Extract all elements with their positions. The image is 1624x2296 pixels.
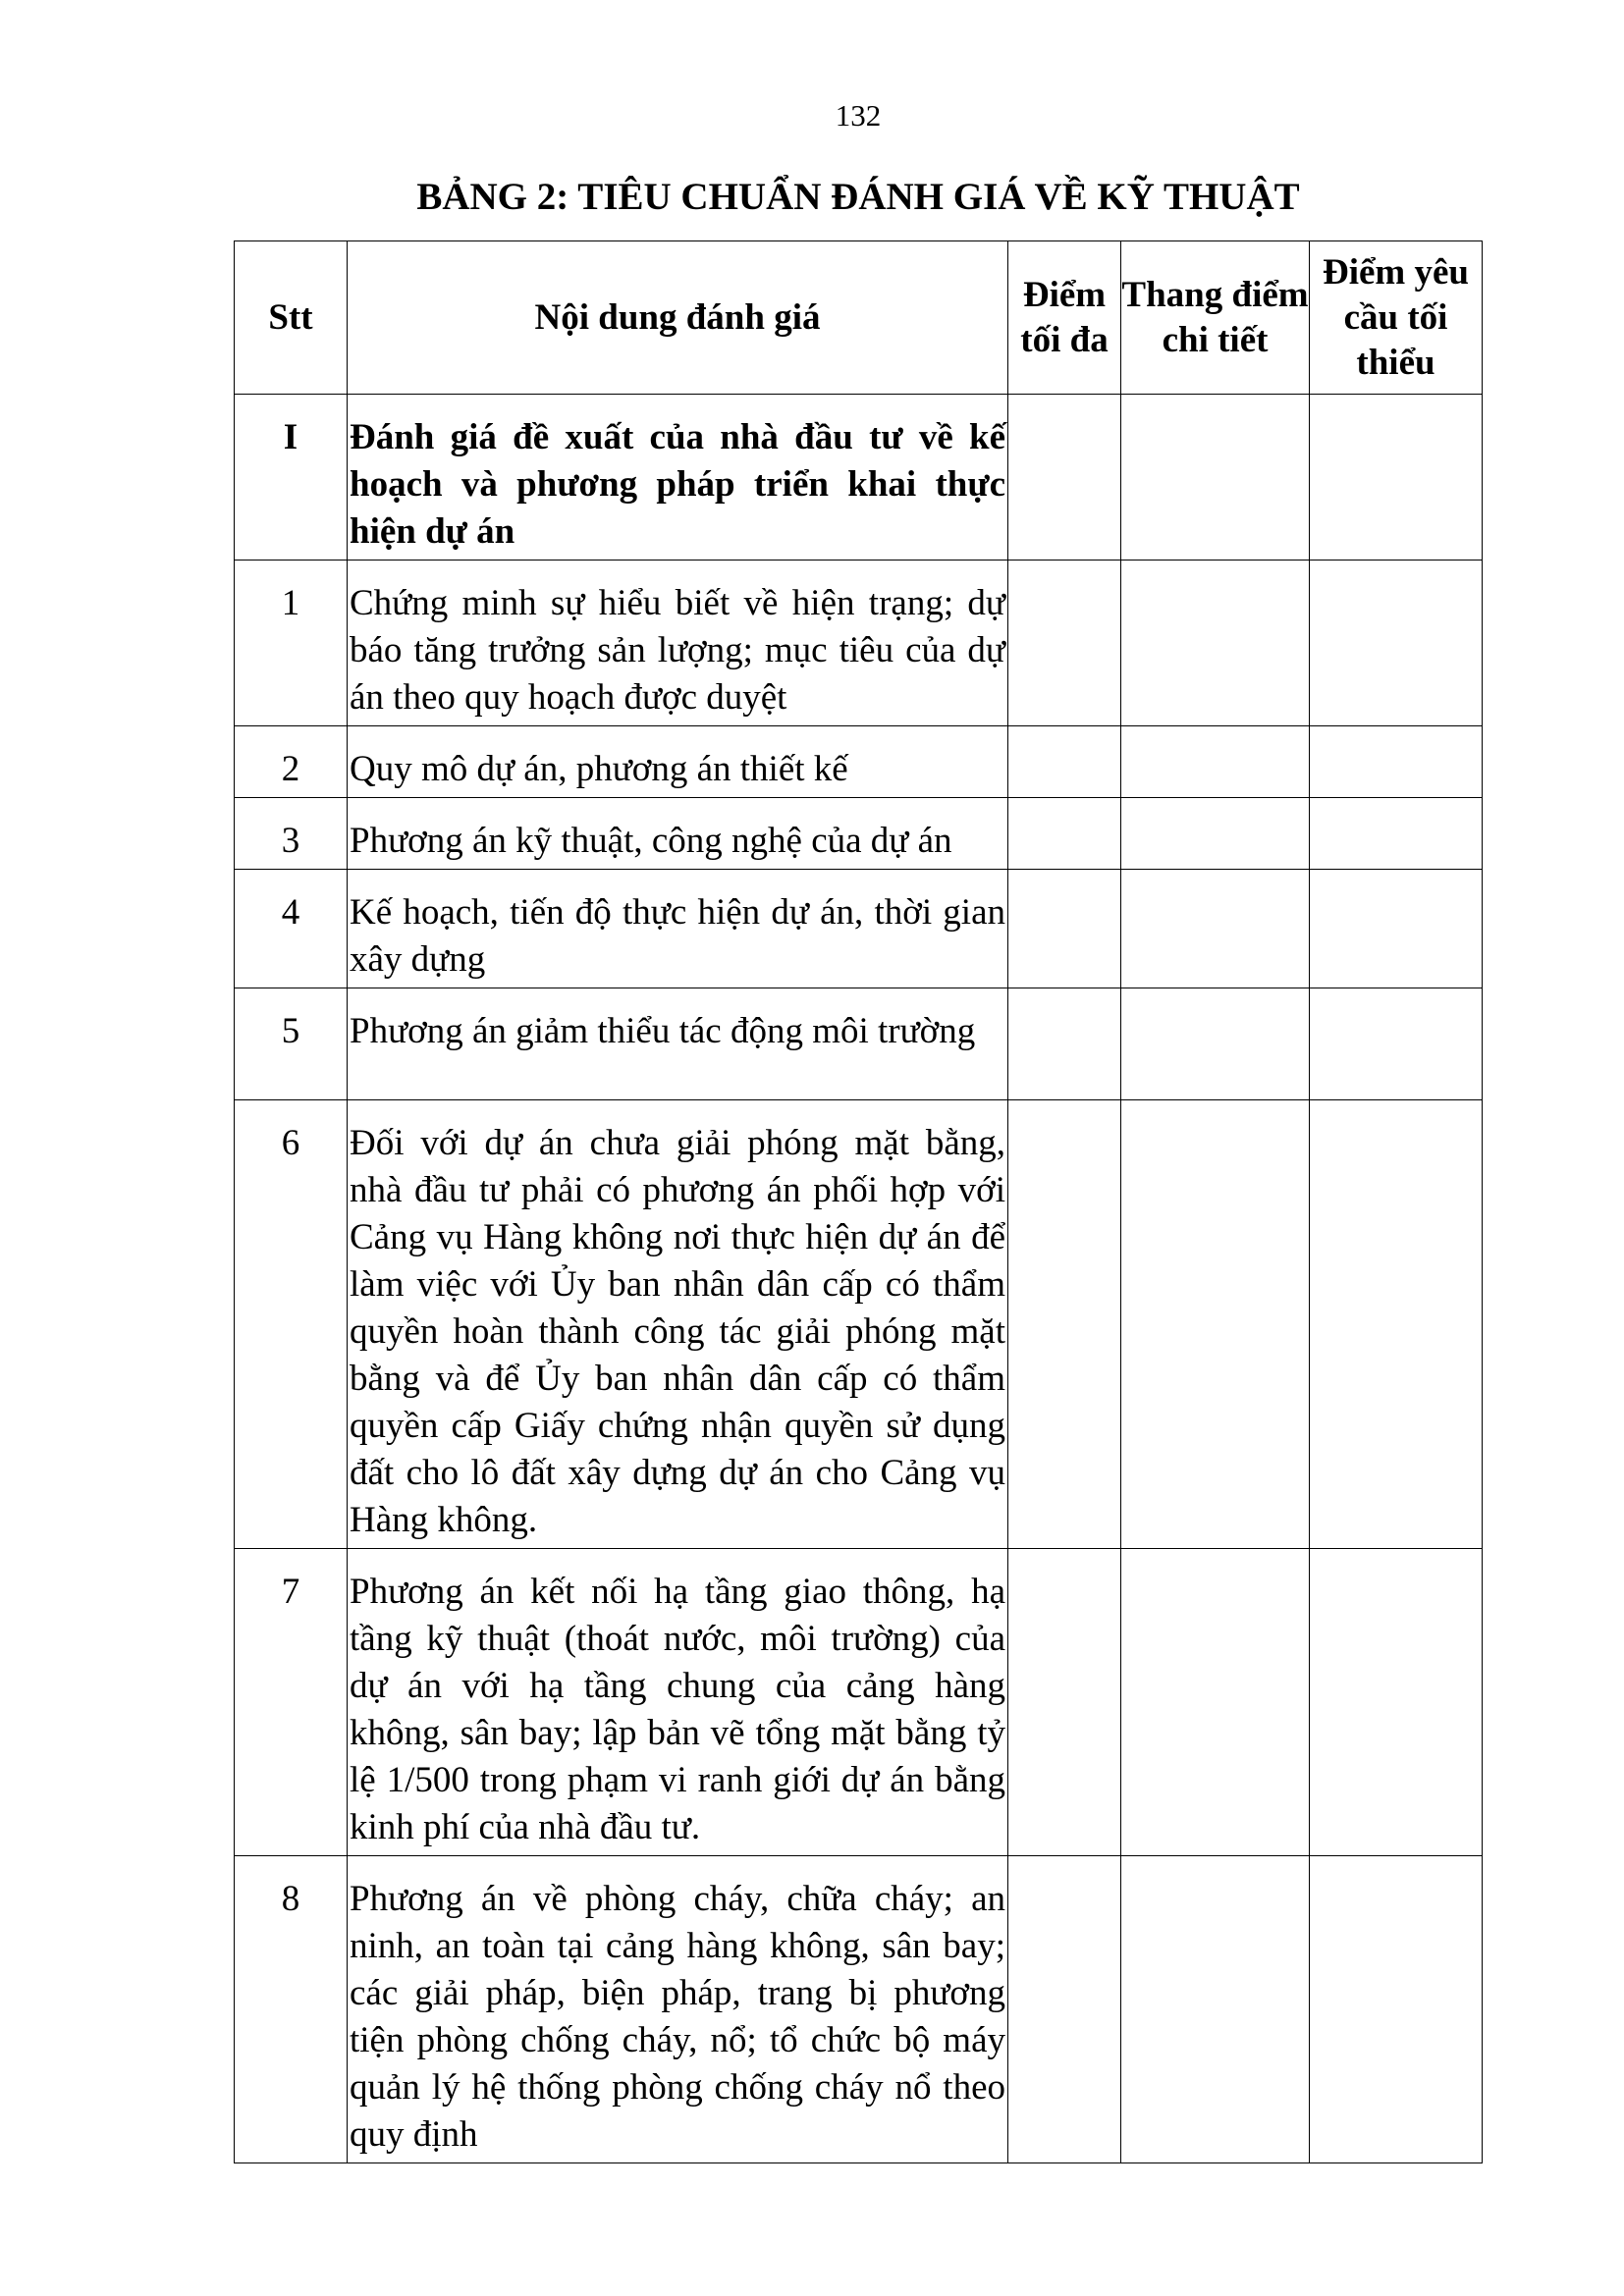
row-min-score [1310, 1100, 1483, 1549]
row-content: Chứng minh sự hiểu biết về hiện trạng; dự báo tăng trưởng sản lượng; mục tiêu của dự án theo quy hoạch được duyệt [348, 561, 1008, 726]
row-stt: 2 [235, 726, 348, 798]
table-row [235, 1100, 1483, 1549]
row-detail-score [1121, 395, 1310, 561]
page-number: 132 [835, 98, 882, 133]
row-content: Quy mô dự án, phương án thiết kế [348, 726, 1008, 798]
technical-criteria-table [234, 240, 1483, 2163]
row-max-score [1008, 561, 1121, 726]
row-content: Phương án kỹ thuật, công nghệ của dự án [348, 798, 1008, 870]
row-detail-score [1121, 561, 1310, 726]
header-detail-score: Thang điểm chi tiết [1121, 241, 1310, 395]
table-row [235, 798, 1483, 870]
header-min-score: Điểm yêu cầu tối thiểu [1310, 241, 1483, 395]
table-row [235, 1856, 1483, 2163]
row-max-score [1008, 1100, 1121, 1549]
row-detail-score [1121, 1100, 1310, 1549]
row-max-score [1008, 1856, 1121, 2163]
row-min-score [1310, 798, 1483, 870]
table-row [235, 870, 1483, 988]
row-min-score [1310, 395, 1483, 561]
row-min-score [1310, 1549, 1483, 1856]
table-row [235, 988, 1483, 1100]
row-detail-score [1121, 726, 1310, 798]
row-min-score [1310, 1856, 1483, 2163]
table-row [235, 561, 1483, 726]
row-max-score [1008, 395, 1121, 561]
row-content: Phương án kết nối hạ tầng giao thông, hạ tầng kỹ thuật (thoát nước, môi trường) của dự án với hạ tầng chung của cảng hàng không, sân bay; lập bản vẽ tổng mặt bằng tỷ lệ 1/500 trong phạm vi ranh giới dự án bằng kinh phí của nhà đầu tư. [348, 1549, 1008, 1856]
row-content: Đánh giá đề xuất của nhà đầu tư về kế hoạch và phương pháp triển khai thực hiện dự án [348, 395, 1008, 561]
header-content: Nội dung đánh giá [348, 241, 1008, 395]
row-max-score [1008, 870, 1121, 988]
row-max-score [1008, 988, 1121, 1100]
row-stt: 5 [235, 988, 348, 1100]
row-detail-score [1121, 1549, 1310, 1856]
table-row [235, 1549, 1483, 1856]
header-stt: Stt [235, 241, 348, 395]
row-content: Phương án giảm thiểu tác động môi trường [348, 988, 1008, 1100]
table-row [235, 395, 1483, 561]
row-detail-score [1121, 1856, 1310, 2163]
row-min-score [1310, 726, 1483, 798]
row-stt: 3 [235, 798, 348, 870]
row-stt: 8 [235, 1856, 348, 2163]
document-title: BẢNG 2: TIÊU CHUẨN ĐÁNH GIÁ VỀ KỸ THUẬT [416, 176, 1300, 218]
row-max-score [1008, 726, 1121, 798]
row-stt: I [235, 395, 348, 561]
row-detail-score [1121, 870, 1310, 988]
header-max-score: Điểm tối đa [1008, 241, 1121, 395]
row-stt: 4 [235, 870, 348, 988]
row-content: Kế hoạch, tiến độ thực hiện dự án, thời gian xây dựng [348, 870, 1008, 988]
row-min-score [1310, 988, 1483, 1100]
row-content: Phương án về phòng cháy, chữa cháy; an ninh, an toàn tại cảng hàng không, sân bay; các giải pháp, biện pháp, trang bị phương tiện phòng chống cháy, nổ; tổ chức bộ máy quản lý hệ thống phòng chống cháy nổ theo quy định [348, 1856, 1008, 2163]
row-content: Đối với dự án chưa giải phóng mặt bằng, nhà đầu tư phải có phương án phối hợp với Cảng vụ Hàng không nơi thực hiện dự án để làm việc với Ủy ban nhân dân cấp có thẩm quyền hoàn thành công tác giải phóng mặt bằng và để Ủy ban nhân dân cấp có thẩm quyền cấp Giấy chứng nhận quyền sử dụng đất cho lô đất xây dựng dự án cho Cảng vụ Hàng không. [348, 1100, 1008, 1549]
row-max-score [1008, 1549, 1121, 1856]
row-stt: 7 [235, 1549, 348, 1856]
row-min-score [1310, 870, 1483, 988]
row-stt: 1 [235, 561, 348, 726]
row-stt: 6 [235, 1100, 348, 1549]
table-header-row [235, 241, 1483, 395]
row-min-score [1310, 561, 1483, 726]
table-row [235, 726, 1483, 798]
row-detail-score [1121, 798, 1310, 870]
row-max-score [1008, 798, 1121, 870]
row-detail-score [1121, 988, 1310, 1100]
